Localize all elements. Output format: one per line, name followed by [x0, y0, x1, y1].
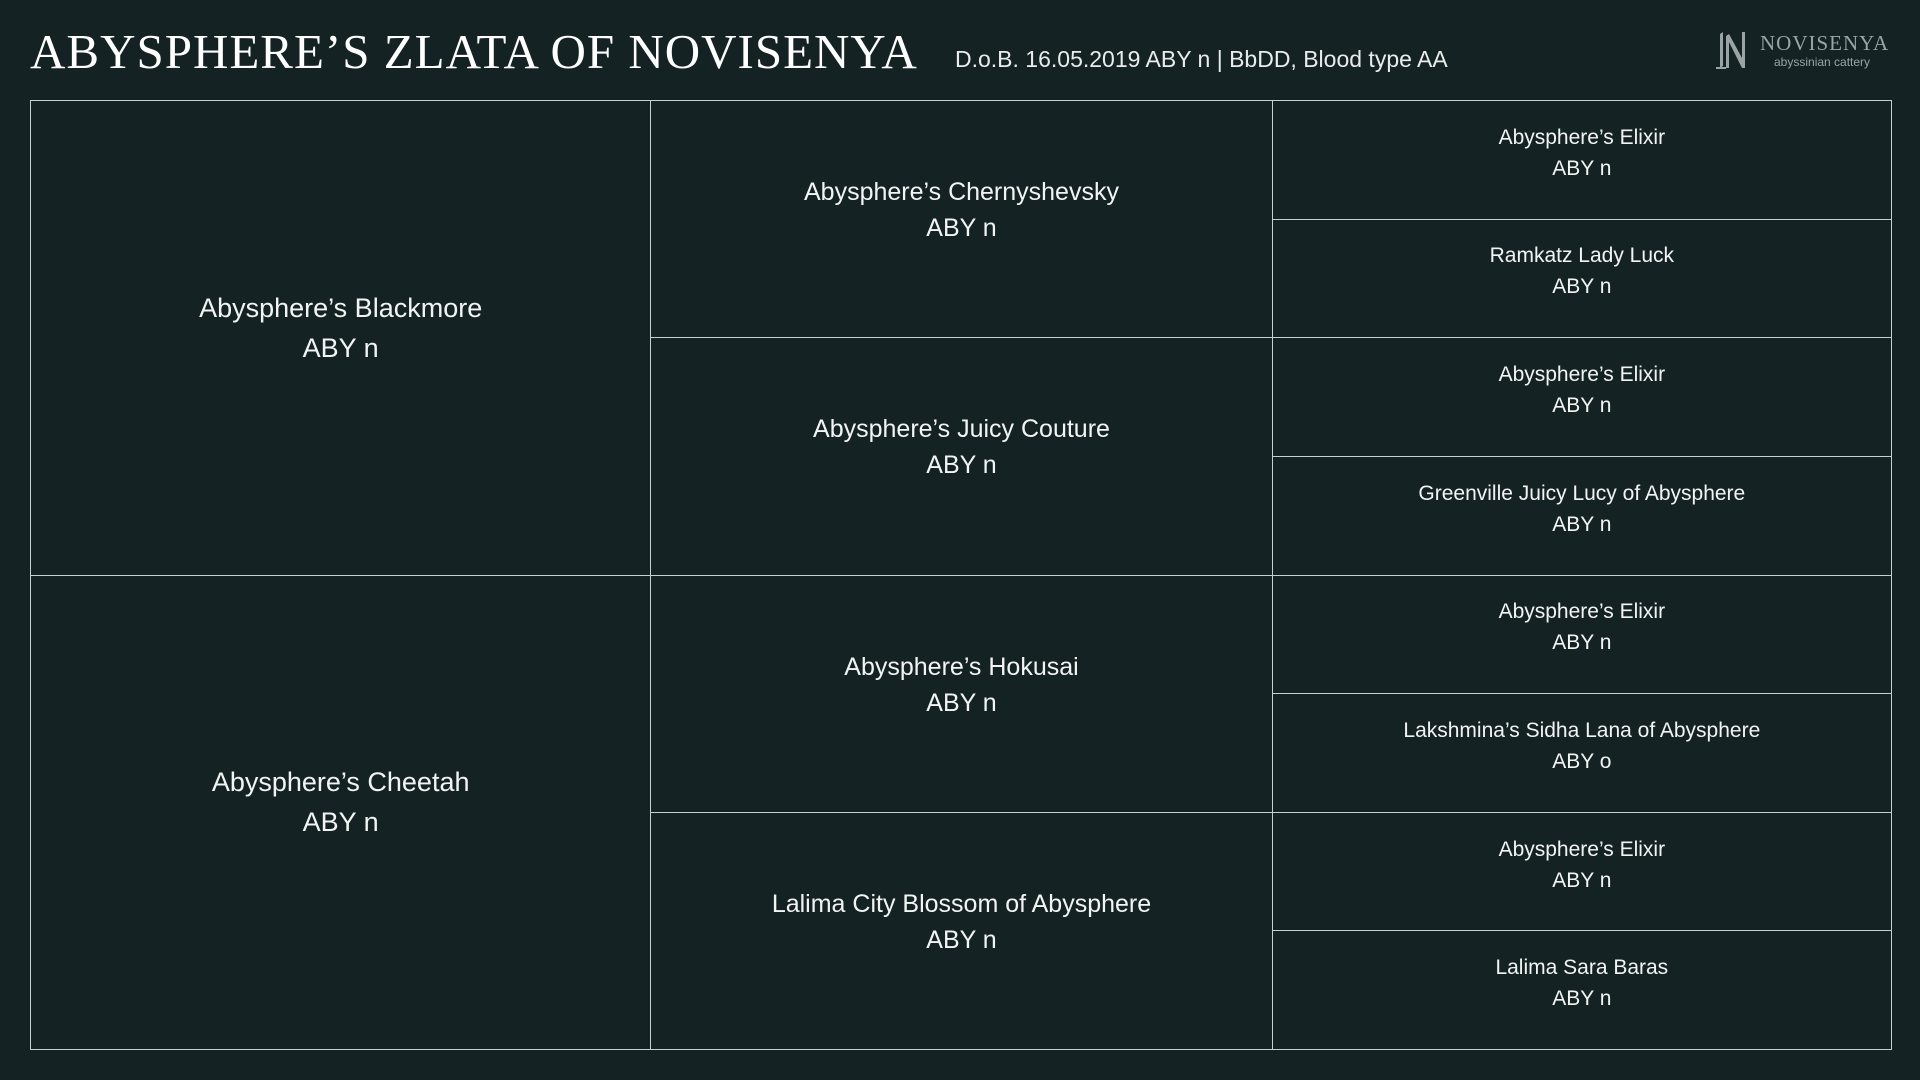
great-grandparent-cell: [1273, 930, 1891, 1049]
cat-breed: ABY n: [1552, 156, 1612, 180]
cat-breed: ABY n: [1552, 275, 1612, 299]
grandparent-cell: [651, 337, 1271, 574]
cat-breed: ABY n: [1552, 987, 1612, 1011]
great-grandparent-cell: [1273, 812, 1891, 931]
cat-name: Abysphere’s Elixir: [1498, 600, 1666, 624]
cat-breed: ABY n: [1552, 394, 1612, 418]
cat-breed: ABY n: [1552, 512, 1612, 536]
parent-sire: [31, 101, 650, 575]
cat-name: Abysphere’s Blackmore: [199, 292, 483, 323]
page-title: ABYSPHERE’S ZLATA OF NOVISENYA: [30, 24, 918, 79]
great-grandparent-cell: [1273, 575, 1891, 694]
grandparent-cell: [651, 812, 1271, 1049]
parents-column: [31, 101, 650, 1049]
cat-breed: ABY o: [1552, 749, 1612, 773]
great-grandparent-cell: [1273, 693, 1891, 812]
logo-name: NOVISENYA: [1760, 31, 1890, 55]
cat-details: D.o.B. 16.05.2019 ABY n | BbDD, Blood type AA: [955, 46, 1448, 72]
cat-name: Abysphere’s Chernyshevsky: [804, 178, 1119, 207]
great-grandparent-cell: [1273, 337, 1891, 456]
cat-breed: ABY n: [926, 688, 997, 717]
cat-name: Abysphere’s Juicy Couture: [813, 415, 1110, 444]
great-grandparents-column: [1272, 101, 1891, 1049]
cat-breed: ABY n: [926, 451, 997, 480]
pedigree-table: [30, 100, 1892, 1050]
cat-name: Lalima Sara Baras: [1495, 956, 1669, 980]
cat-breed: ABY n: [1552, 631, 1612, 655]
cat-name: Ramkatz Lady Luck: [1489, 244, 1675, 268]
cat-name: Greenville Juicy Lucy of Abysphere: [1418, 481, 1746, 505]
great-grandparent-cell: [1273, 456, 1891, 575]
grandparents-column: [650, 101, 1271, 1049]
cat-name: Abysphere’s Cheetah: [211, 767, 470, 798]
cat-breed: ABY n: [302, 807, 379, 838]
logo-monogram-icon: [1714, 28, 1754, 72]
header: [0, 0, 1920, 100]
cat-name: Lalima City Blossom of Abysphere: [771, 889, 1152, 918]
parent-dam: [31, 575, 650, 1050]
grandparent-cell: [651, 575, 1271, 812]
cat-name: Abysphere’s Elixir: [1498, 837, 1666, 861]
cat-name: Abysphere’s Hokusai: [844, 652, 1079, 681]
great-grandparent-cell: [1273, 101, 1891, 219]
cat-breed: ABY n: [926, 925, 997, 954]
cat-breed: ABY n: [926, 214, 997, 243]
cat-name: Lakshmina’s Sidha Lana of Abysphere: [1403, 718, 1761, 742]
cat-breed: ABY n: [302, 332, 379, 363]
cattery-logo: [1714, 28, 1894, 72]
great-grandparent-cell: [1273, 219, 1891, 338]
cat-name: Abysphere’s Elixir: [1498, 363, 1666, 387]
logo-tagline: abyssinian cattery: [1774, 55, 1871, 69]
cat-name: Abysphere’s Elixir: [1498, 125, 1666, 149]
grandparent-cell: [651, 101, 1271, 337]
cat-breed: ABY n: [1552, 868, 1612, 892]
